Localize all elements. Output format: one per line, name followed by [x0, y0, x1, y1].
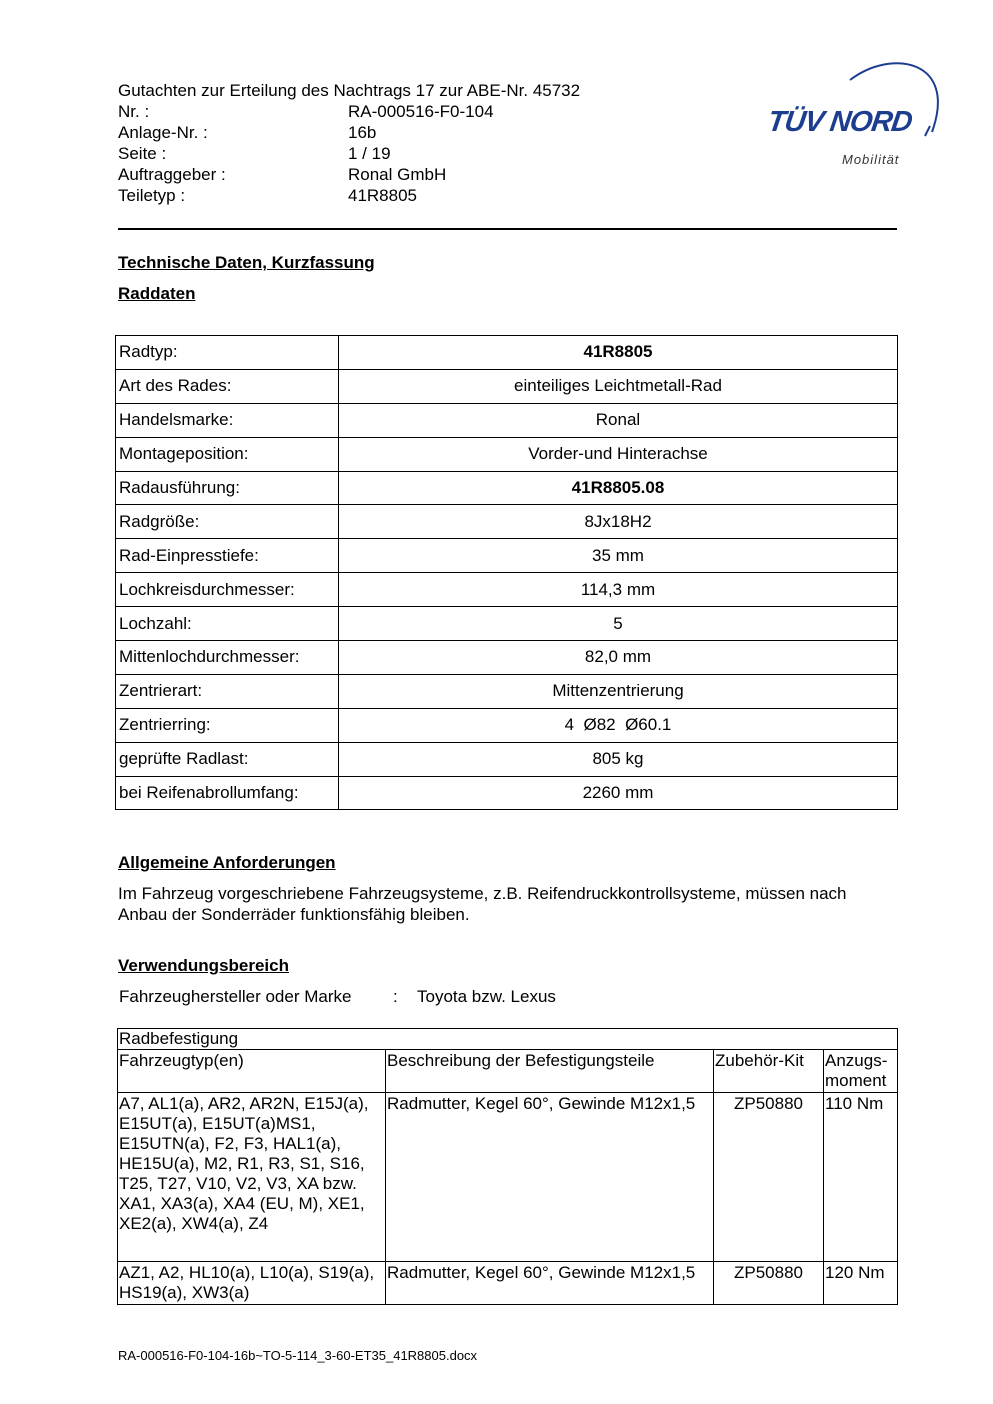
row-label: Zentrierart:	[116, 674, 339, 708]
kit-cell: ZP50880	[714, 1262, 824, 1305]
row-label: Zentrierring:	[116, 708, 339, 742]
header-key: Anlage-Nr. :	[118, 123, 208, 142]
table-row	[116, 573, 898, 607]
table-row	[116, 505, 898, 539]
row-value: 8Jx18H2	[339, 505, 898, 539]
row-label: Art des Rades:	[116, 369, 339, 403]
table-header-row	[118, 1050, 898, 1093]
row-label: Lochkreisdurchmesser:	[116, 573, 339, 607]
vehicle-types-cell: A7, AL1(a), AR2, AR2N, E15J(a), E15UT(a), E15UT(a)MS1, E15UTN(a), F2, F3, HAL1(a), HE15U(a), M2, R1, R3, S1, S16, T25, T27, V10, V2, V3, XA bzw. XA1, XA3(a), XA4 (EU, M), XE1, XE2(a), XW4(a), Z4	[118, 1093, 386, 1262]
torque-cell: 120 Nm	[824, 1262, 898, 1305]
table-caption: Radbefestigung	[118, 1029, 898, 1050]
row-label: Handelsmarke:	[116, 403, 339, 437]
row-value: 82,0 mm	[339, 641, 898, 675]
row-label: Radgröße:	[116, 505, 339, 539]
header-value: Ronal GmbH	[348, 165, 447, 184]
heading-raddaten: Raddaten	[118, 284, 196, 303]
fastener-desc-cell: Radmutter, Kegel 60°, Gewinde M12x1,5	[386, 1093, 714, 1262]
table-row	[116, 471, 898, 505]
table-row	[116, 369, 898, 403]
allgemeine-paragraph: Im Fahrzeug vorgeschriebene Fahrzeugsysteme, z.B. Reifendruckkontrollsysteme, müssen nach Anbau der Sonderräder funktionsfähig bleiben.	[118, 884, 847, 924]
kit-cell: ZP50880	[714, 1093, 824, 1262]
header-key: Nr. :	[118, 102, 150, 121]
table-row	[116, 776, 898, 810]
row-value: 41R8805	[339, 336, 898, 370]
radbefestigung-table	[117, 1028, 898, 1305]
row-label: Radausführung:	[116, 471, 339, 505]
column-header: Fahrzeugtyp(en)	[118, 1050, 386, 1093]
header-key: Teiletyp :	[118, 186, 186, 205]
column-header: Zubehör-Kit	[714, 1050, 824, 1093]
header-key: Seite :	[118, 144, 167, 163]
header-value: 41R8805	[348, 186, 418, 205]
row-label: Mittenlochdurchmesser:	[116, 641, 339, 675]
footer-filename: RA-000516-F0-104-16b~TO-5-114_3-60-ET35_41R8805.docx	[118, 1348, 478, 1363]
table-row	[116, 403, 898, 437]
row-value: Vorder-und Hinterachse	[339, 437, 898, 471]
heading-allgemeine-anforderungen: Allgemeine Anforderungen	[118, 853, 336, 872]
row-value: 114,3 mm	[339, 573, 898, 607]
table-row	[116, 336, 898, 370]
table-row	[116, 539, 898, 573]
table-row	[116, 742, 898, 776]
row-label: Radtyp:	[116, 336, 339, 370]
raddaten-table	[115, 335, 898, 810]
vehicle-types-cell: AZ1, A2, HL10(a), L10(a), S19(a), HS19(a), XW3(a)	[118, 1262, 386, 1305]
row-value: 4 Ø82 Ø60.1	[339, 708, 898, 742]
table-row	[118, 1093, 898, 1262]
header-divider	[118, 228, 897, 230]
torque-cell: 110 Nm	[824, 1093, 898, 1262]
row-label: Montageposition:	[116, 437, 339, 471]
header-value: 16b	[348, 123, 377, 142]
header-value: RA-000516-F0-104	[348, 102, 494, 121]
table-row	[116, 708, 898, 742]
table-row	[116, 641, 898, 675]
document-title: Gutachten zur Erteilung des Nachtrags 17 zur ABE-Nr. 45732	[118, 81, 581, 100]
header-key: Auftraggeber :	[118, 165, 226, 184]
table-row	[116, 607, 898, 641]
row-value: 805 kg	[339, 742, 898, 776]
column-header: Beschreibung der Befestigungsteile	[386, 1050, 714, 1093]
usage-separator: :	[393, 987, 398, 1006]
row-value: 35 mm	[339, 539, 898, 573]
row-value: einteiliges Leichtmetall-Rad	[339, 369, 898, 403]
row-label: geprüfte Radlast:	[116, 742, 339, 776]
logo-subtitle: Mobilität	[842, 152, 900, 167]
header-value: 1 / 19	[348, 144, 391, 163]
usage-value: Toyota bzw. Lexus	[417, 987, 556, 1006]
row-value: 41R8805.08	[339, 471, 898, 505]
row-value: 2260 mm	[339, 776, 898, 810]
usage-label: Fahrzeughersteller oder Marke	[119, 987, 352, 1006]
column-header: Anzugs- moment	[824, 1050, 898, 1093]
table-row	[116, 437, 898, 471]
row-value: Mittenzentrierung	[339, 674, 898, 708]
row-label: Rad-Einpresstiefe:	[116, 539, 339, 573]
fastener-desc-cell: Radmutter, Kegel 60°, Gewinde M12x1,5	[386, 1262, 714, 1305]
row-label: Lochzahl:	[116, 607, 339, 641]
table-row	[116, 674, 898, 708]
heading-technische-daten: Technische Daten, Kurzfassung	[118, 253, 375, 272]
table-caption-row	[118, 1029, 898, 1050]
row-value: 5	[339, 607, 898, 641]
row-label: bei Reifenabrollumfang:	[116, 776, 339, 810]
logo-brand: TÜV NORD	[765, 106, 914, 138]
table-row	[118, 1262, 898, 1305]
heading-verwendungsbereich: Verwendungsbereich	[118, 956, 289, 975]
row-value: Ronal	[339, 403, 898, 437]
